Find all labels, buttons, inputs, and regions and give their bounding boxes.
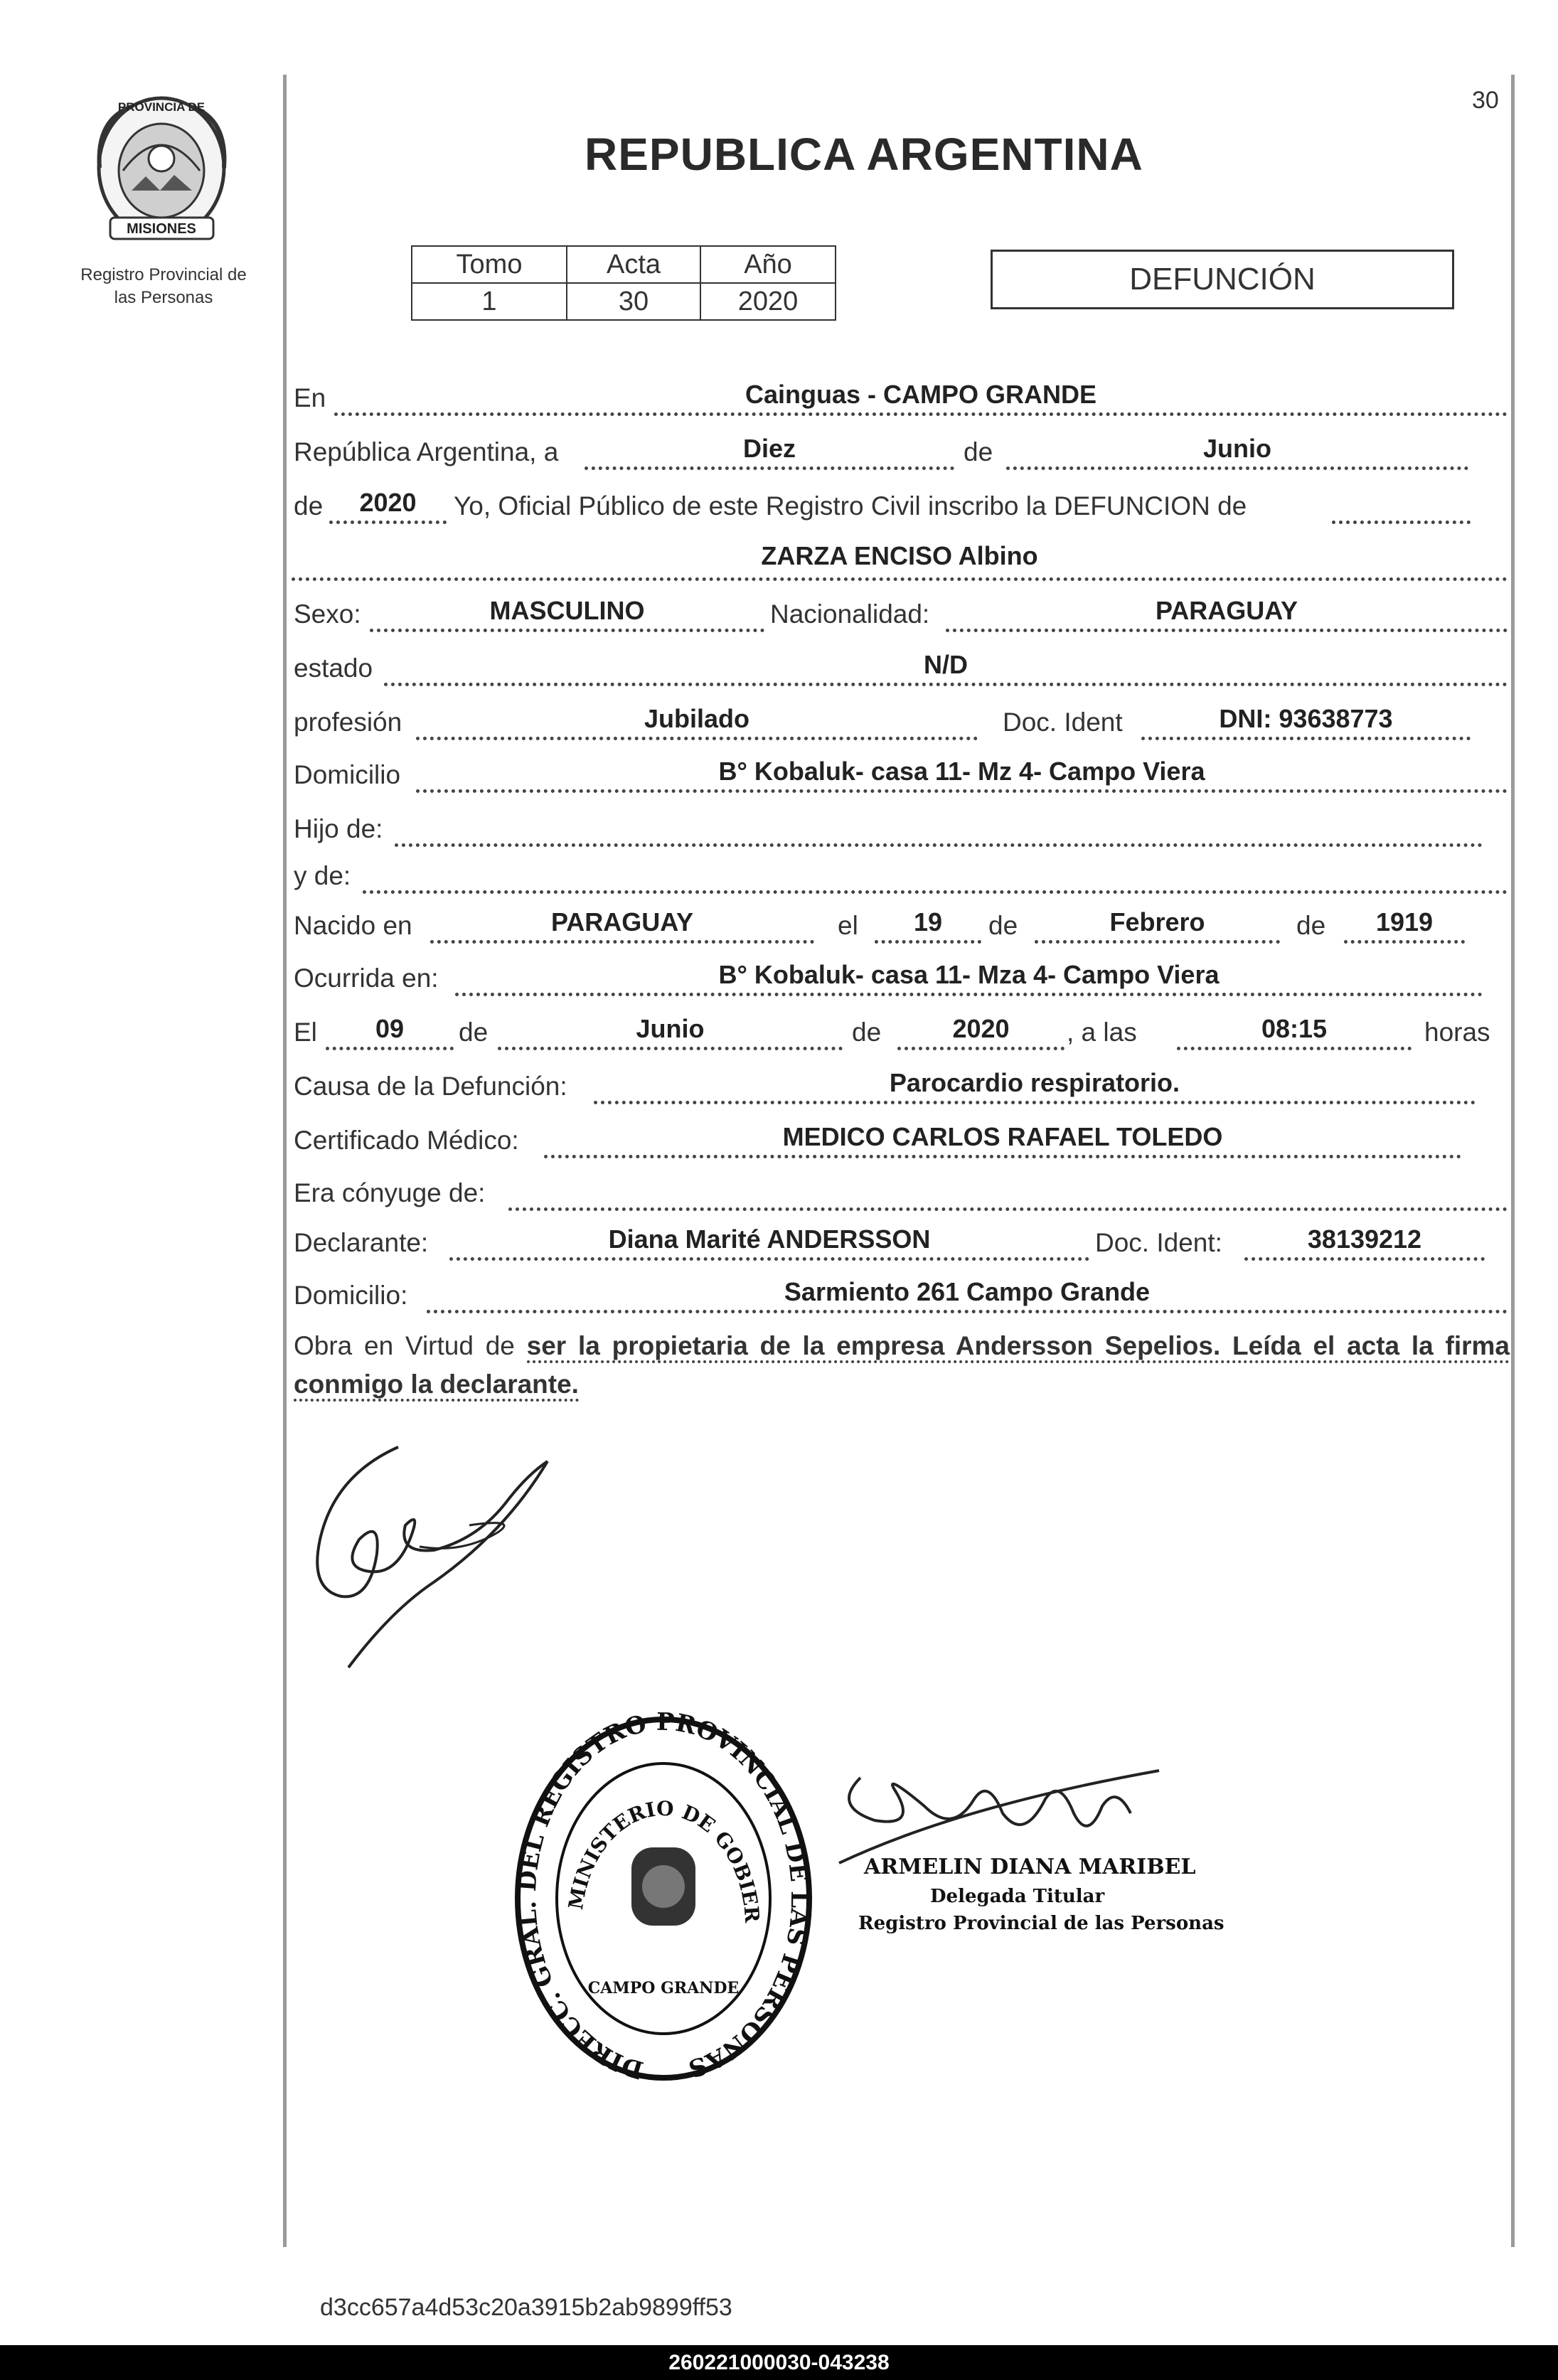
domicilio-label: Domicilio: [294, 760, 401, 789]
official-name: ARMELIN DIANA MARIBEL: [864, 1855, 1196, 1879]
profesion-value: Jubilado: [644, 704, 749, 733]
document-hash: d3cc657a4d53c20a3915b2ab9899ff53: [320, 2294, 732, 2321]
declarante-dom-label: Domicilio:: [294, 1281, 408, 1310]
conyuge-label: Era cónyuge de:: [294, 1178, 486, 1207]
declarant-signature: [292, 1433, 576, 1682]
el-label: el: [838, 911, 858, 940]
registry-label: [50, 264, 277, 309]
nacido-value: PARAGUAY: [550, 907, 694, 936]
causa-label: Causa de la Defunción:: [294, 1072, 567, 1101]
table-cell: 30: [567, 283, 700, 320]
estado-label: estado: [294, 653, 373, 683]
causa-value: Parocardio respiratorio.: [889, 1068, 1180, 1097]
registry-label-line2: las Personas: [114, 288, 213, 307]
inscribe-text: Yo, Oficial Público de este Registro Civil inscribo la DEFUNCION de: [454, 491, 1247, 521]
declarante-value: Diana Marité ANDERSSON: [608, 1224, 931, 1254]
obra-label: Obra en Virtud de: [294, 1331, 515, 1360]
ocurrida-value: B° Kobaluk- casa 11- Mza 4- Campo Viera: [718, 960, 1220, 989]
yde-field: [363, 860, 1508, 894]
declarante-dom-value: Sarmiento 261 Campo Grande: [784, 1277, 1151, 1306]
nacido-label: Nacido en: [294, 911, 412, 940]
table-header: Año: [700, 246, 836, 283]
record-table: [411, 245, 836, 321]
doc-ident-label: Doc. Ident: [1003, 708, 1123, 737]
hijo-field: [395, 813, 1483, 847]
year-value: 2020: [359, 488, 417, 517]
emblem-top-text: PROVINCIA DE: [117, 100, 206, 114]
birth-month: Febrero: [1109, 907, 1205, 936]
certificado-value: MEDICO CARLOS RAFAEL TOLEDO: [782, 1122, 1223, 1151]
sexo-value: MASCULINO: [489, 596, 645, 625]
nacionalidad-value: PARAGUAY: [1155, 596, 1298, 625]
de-label: de: [459, 1018, 489, 1047]
birth-day: 19: [913, 907, 943, 936]
de-label: de: [964, 437, 993, 466]
official-stamp: [511, 1712, 816, 2086]
sexo-label: Sexo:: [294, 599, 361, 629]
declarante-label: Declarante:: [294, 1228, 429, 1257]
left-border-rule: [283, 75, 287, 2247]
official-role: Delegada Titular: [930, 1886, 1105, 1907]
el-label: El: [294, 1018, 317, 1047]
horas-label: horas: [1424, 1018, 1490, 1047]
birth-year: 1919: [1375, 907, 1434, 936]
republica-label: República Argentina, a: [294, 437, 559, 466]
nacionalidad-label: Nacionalidad:: [770, 599, 930, 629]
page-title: REPUBLICA ARGENTINA: [585, 129, 1143, 180]
doc-ident-value: DNI: 93638773: [1219, 704, 1393, 733]
registry-label-line1: Registro Provincial de: [80, 265, 247, 284]
ocurrida-label: Ocurrida en:: [294, 964, 439, 993]
stamp-bottom-text: CAMPO GRANDE: [587, 1979, 740, 1997]
footer-code: 260221000030-043238: [0, 2345, 1558, 2380]
death-month: Junio: [636, 1014, 705, 1043]
alas-label: , a las: [1067, 1018, 1137, 1047]
stamp-inner-text: MINISTERIO DE GOBIER: [563, 1796, 764, 1923]
emblem-bottom-text: MISIONES: [127, 221, 196, 237]
table-cell: 1: [412, 283, 567, 320]
domicilio-value: B° Kobaluk- casa 11- Mz 4- Campo Viera: [718, 757, 1205, 786]
death-time: 08:15: [1261, 1014, 1328, 1043]
page-number: 30: [1472, 87, 1499, 114]
hijo-label: Hijo de:: [294, 814, 383, 843]
death-year: 2020: [952, 1014, 1010, 1043]
de-label: de: [988, 911, 1018, 940]
declarante-doc-value: 38139212: [1307, 1224, 1422, 1254]
en-value: Cainguas - CAMPO GRANDE: [745, 380, 1097, 409]
estado-value: N/D: [924, 650, 968, 679]
en-label: En: [294, 383, 326, 412]
yde-label: y de:: [294, 861, 351, 890]
profesion-label: profesión: [294, 708, 402, 737]
day-value: Diez: [742, 434, 796, 463]
table-header: Tomo: [412, 246, 567, 283]
de-label: de: [1296, 911, 1326, 940]
death-day: 09: [375, 1014, 405, 1043]
deceased-name: ZARZA ENCISO Albino: [761, 541, 1038, 570]
conyuge-field: [508, 1178, 1508, 1211]
stamp-ring-text: DIRECC. GRAL. DEL REGISTRO PROVINCIAL DE LAS PERSONAS: [513, 1712, 814, 2084]
province-emblem: [89, 91, 235, 244]
table-header: Acta: [567, 246, 700, 283]
de-label: de: [294, 491, 324, 521]
certificado-label: Certificado Médico:: [294, 1126, 519, 1155]
record-type-box: DEFUNCIÓN: [991, 250, 1454, 309]
table-cell: 2020: [700, 283, 836, 320]
right-border-rule: [1511, 75, 1515, 2247]
inscribe-tail-field: [1332, 491, 1471, 524]
obra-value: ser la propietaria de la empresa Andersson Sepelios. Leída el acta la firma conmigo la declarante.: [294, 1331, 1510, 1402]
official-office: Registro Provincial de las Personas: [858, 1913, 1224, 1934]
de-label: de: [852, 1018, 882, 1047]
obra-paragraph: [294, 1327, 1510, 1404]
declarante-doc-label: Doc. Ident:: [1095, 1228, 1222, 1257]
month-value: Junio: [1203, 434, 1271, 463]
